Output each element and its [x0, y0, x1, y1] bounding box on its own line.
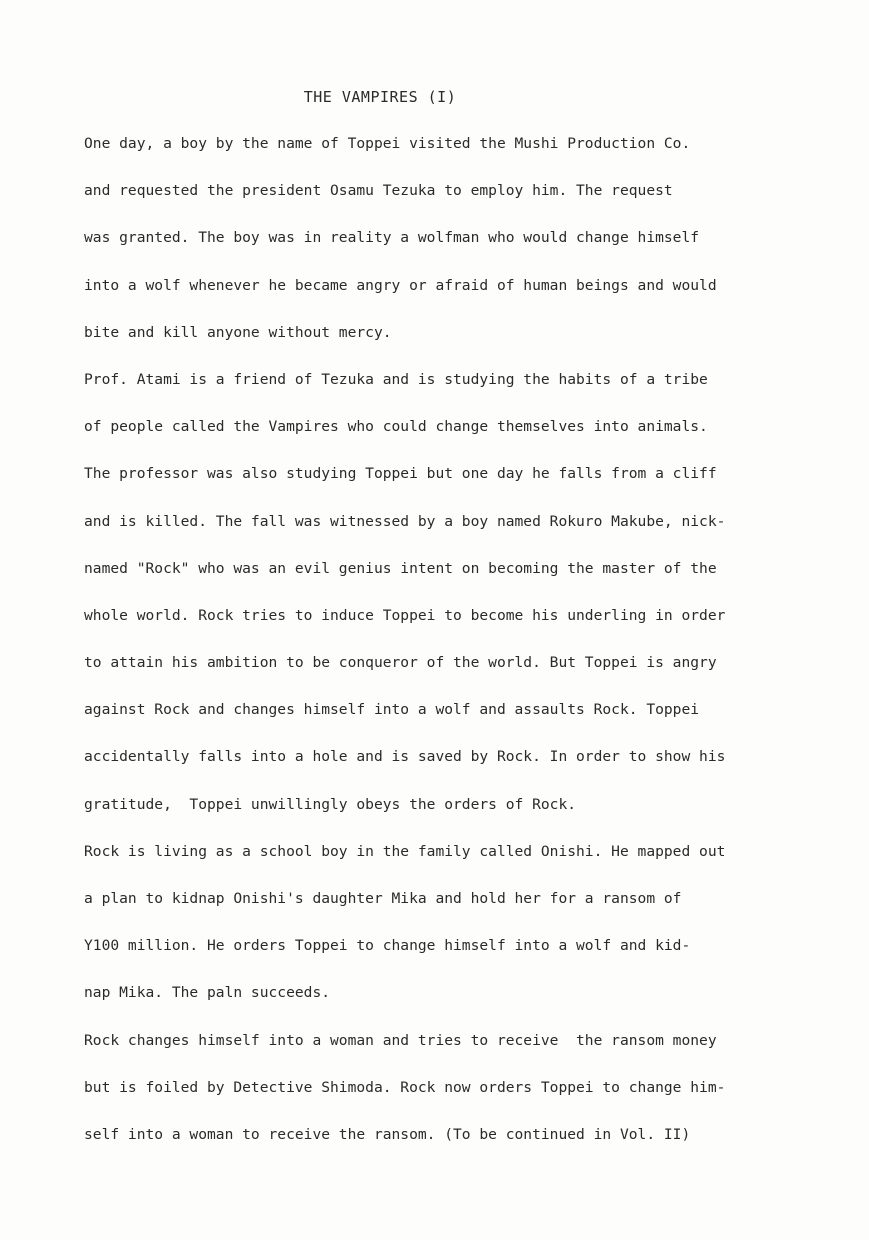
text-line: into a wolf whenever he became angry or afraid of human beings and would: [84, 276, 717, 294]
text-line: to attain his ambition to be conqueror of the world. But Toppei is angry: [84, 654, 717, 672]
text-line: Y100 million. He orders Toppei to change himself into a wolf and kid-: [84, 937, 691, 955]
document-body: [84, 133, 804, 1171]
text-line: bite and kill anyone without mercy.: [84, 323, 392, 341]
text-line: named "Rock" who was an evil genius intent on becoming the master of the: [84, 559, 717, 577]
text-line: Rock changes himself into a woman and tries to receive the ransom money: [84, 1031, 717, 1049]
text-line: gratitude, Toppei unwillingly obeys the orders of Rock.: [84, 795, 577, 813]
text-line: accidentally falls into a hole and is saved by Rock. In order to show his: [84, 748, 726, 766]
text-line: was granted. The boy was in reality a wolfman who would change himself: [84, 229, 700, 247]
text-line: whole world. Rock tries to induce Toppei to become his underling in order: [84, 606, 726, 624]
text-line: a plan to kidnap Onishi's daughter Mika and hold her for a ransom of: [84, 890, 682, 907]
text-line: Prof. Atami is a friend of Tezuka and is studying the habits of a tribe: [84, 370, 708, 388]
text-line: The professor was also studying Toppei but one day he falls from a cliff: [84, 465, 717, 483]
text-line: nap Mika. The paln succeeds.: [84, 984, 331, 1002]
text-line: One day, a boy by the name of Toppei visited the Mushi Production Co.: [84, 135, 691, 152]
text-line: of people called the Vampires who could change themselves into animals.: [84, 418, 708, 436]
text-line: but is foiled by Detective Shimoda. Rock now orders Toppei to change him-: [84, 1078, 726, 1096]
text-line: and requested the president Osamu Tezuka to employ him. The request: [84, 182, 673, 200]
text-line: and is killed. The fall was witnessed by a boy named Rokuro Makube, nick-: [84, 512, 726, 530]
document-title: THE VAMPIRES (I): [303, 88, 457, 106]
text-line: self into a woman to receive the ransom. (To be continued in Vol. II): [84, 1125, 691, 1143]
text-line: against Rock and changes himself into a wolf and assaults Rock. Toppei: [84, 701, 700, 719]
text-line: Rock is living as a school boy in the family called Onishi. He mapped out: [84, 842, 726, 860]
